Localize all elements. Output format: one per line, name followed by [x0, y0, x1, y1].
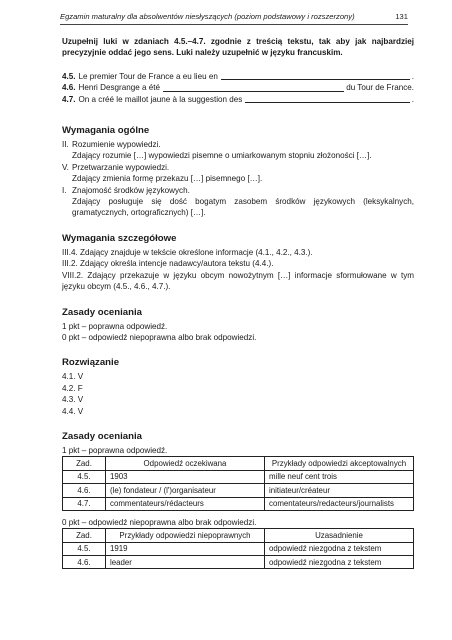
header-title: Egzamin maturalny dla absolwentów niesłyszących (poziom podstawowy i rozszerzony)	[60, 11, 355, 21]
page-number: 131	[395, 11, 408, 21]
gap-text-after: .	[411, 94, 414, 104]
detailed-requirement: III.4. Zdający znajduje w tekście określone informacje (4.1., 4.2., 4.3.).	[62, 247, 313, 257]
column-header: Zad.	[63, 529, 106, 542]
table-cell: commentateurs/rédacteurs	[106, 497, 265, 510]
page-header	[60, 8, 408, 25]
table-header-row	[63, 457, 414, 470]
detailed-requirement: III.2. Zdający określa intencje nadawcy/autora tekstu (4.4.).	[62, 259, 274, 269]
requirement-item	[62, 139, 414, 162]
accepted-answers-table	[62, 456, 414, 511]
page-content	[62, 36, 414, 569]
heading-zasady-oceniania: Zasady oceniania	[62, 306, 142, 318]
table-cell: leader	[106, 556, 265, 569]
gap-text-after: du Tour de France.	[346, 83, 414, 93]
gap-text-before: Henri Desgrange a été	[78, 83, 160, 93]
gap-number: 4.5.	[62, 71, 76, 81]
answer-line[interactable]	[163, 83, 344, 92]
table-cell: 4.6.	[63, 484, 106, 497]
rejected-answers-table	[62, 528, 414, 569]
column-header: Odpowiedź oczekiwana	[106, 457, 265, 470]
roman-numeral: II.	[62, 140, 69, 150]
table-cell: comentateurs/redacteurs/journalists	[265, 497, 414, 510]
scoring-rule: 0 pkt – odpowiedź niepoprawna albo brak odpowiedzi.	[62, 517, 257, 527]
table-cell: 4.6.	[63, 556, 106, 569]
roman-numeral: V.	[62, 162, 69, 172]
requirement-title: Przetwarzanie wypowiedzi.	[72, 162, 170, 172]
column-header: Przykłady odpowiedzi niepoprawnych	[106, 529, 265, 542]
gap-text-before: On a créé le maillot jaune à la suggestion des	[78, 94, 243, 104]
gap-text-before: Le premier Tour de France a eu lieu en	[78, 71, 218, 81]
heading-zasady-oceniania-2: Zasady oceniania	[62, 430, 142, 442]
column-header: Uzasadnienie	[265, 529, 414, 542]
table-cell: 4.5.	[63, 470, 106, 483]
table-cell: mille neuf cent trois	[265, 470, 414, 483]
requirement-title: Znajomość środków językowych.	[72, 185, 190, 195]
table-cell: 1919	[106, 542, 265, 555]
requirement-description: Zdający rozumie […] wypowiedzi pisemne o umiarkowanym stopniu złożoności […].	[72, 151, 372, 161]
table-cell: (le) fondateur / (l')organisateur	[106, 484, 265, 497]
table-cell: 1903	[106, 470, 265, 483]
table-header-row	[63, 529, 414, 542]
scoring-rule: 0 pkt – odpowiedź niepoprawna albo brak odpowiedzi.	[62, 332, 257, 342]
solution-line: 4.1. V	[62, 372, 84, 382]
gap-sentence-4-6	[62, 82, 414, 93]
heading-wymagania-szczegolowe: Wymagania szczegółowe	[62, 232, 177, 244]
table-row	[63, 497, 414, 510]
gap-sentence-4-5	[62, 71, 414, 82]
table-cell: 4.5.	[63, 542, 106, 555]
table-row	[63, 470, 414, 483]
column-header: Przykłady odpowiedzi akceptowalnych	[265, 457, 414, 470]
table-cell: odpowiedź niezgodna z tekstem	[265, 556, 414, 569]
table-row	[63, 484, 414, 497]
column-header: Zad.	[63, 457, 106, 470]
solution-line: 4.2. F	[62, 383, 83, 393]
table-cell: initiateur/créateur	[265, 484, 414, 497]
answer-line[interactable]	[221, 71, 410, 80]
gap-number: 4.6.	[62, 83, 76, 93]
detailed-requirement: VIII.2. Zdający przekazuje w języku obcym nowożytnym […] informacje sformułowane w tym języku obcym (4.5., 4.6., 4.7.).	[62, 270, 414, 292]
answer-line[interactable]	[245, 94, 409, 103]
scoring-rule: 1 pkt – poprawna odpowiedź.	[62, 321, 168, 331]
scoring-rule: 1 pkt – poprawna odpowiedź.	[62, 445, 168, 455]
task-instruction: Uzupełnij luki w zdaniach 4.5.–4.7. zgodnie z treścią tekstu, tak aby jak najbardziej precyzyjnie oddać jego sens. Luki należy uzupełnić w języku francuskim.	[62, 37, 414, 58]
table-row	[63, 556, 414, 569]
gap-sentence-4-7	[62, 94, 414, 105]
requirement-title: Rozumienie wypowiedzi.	[72, 140, 161, 150]
solution-line: 4.4. V	[62, 406, 84, 416]
solution-line: 4.3. V	[62, 395, 84, 405]
roman-numeral: I.	[62, 185, 67, 195]
table-cell: 4.7.	[63, 497, 106, 510]
gap-text-after: .	[411, 71, 414, 81]
heading-rozwiazanie: Rozwiązanie	[62, 357, 120, 369]
requirement-item	[62, 162, 414, 185]
table-cell: odpowiedź niezgodna z tekstem	[265, 542, 414, 555]
requirement-description: Zdający posługuje się dość bogatym zasobem środków językowych (leksykalnych, gramatycznych, ortograficznych) […].	[72, 197, 414, 218]
requirement-description: Zdający zmienia formę przekazu […] pisemnego […].	[72, 174, 263, 184]
table-row	[63, 542, 414, 555]
gap-number: 4.7.	[62, 94, 76, 104]
heading-wymagania-ogolne: Wymagania ogólne	[62, 125, 150, 137]
requirement-item	[62, 185, 414, 219]
